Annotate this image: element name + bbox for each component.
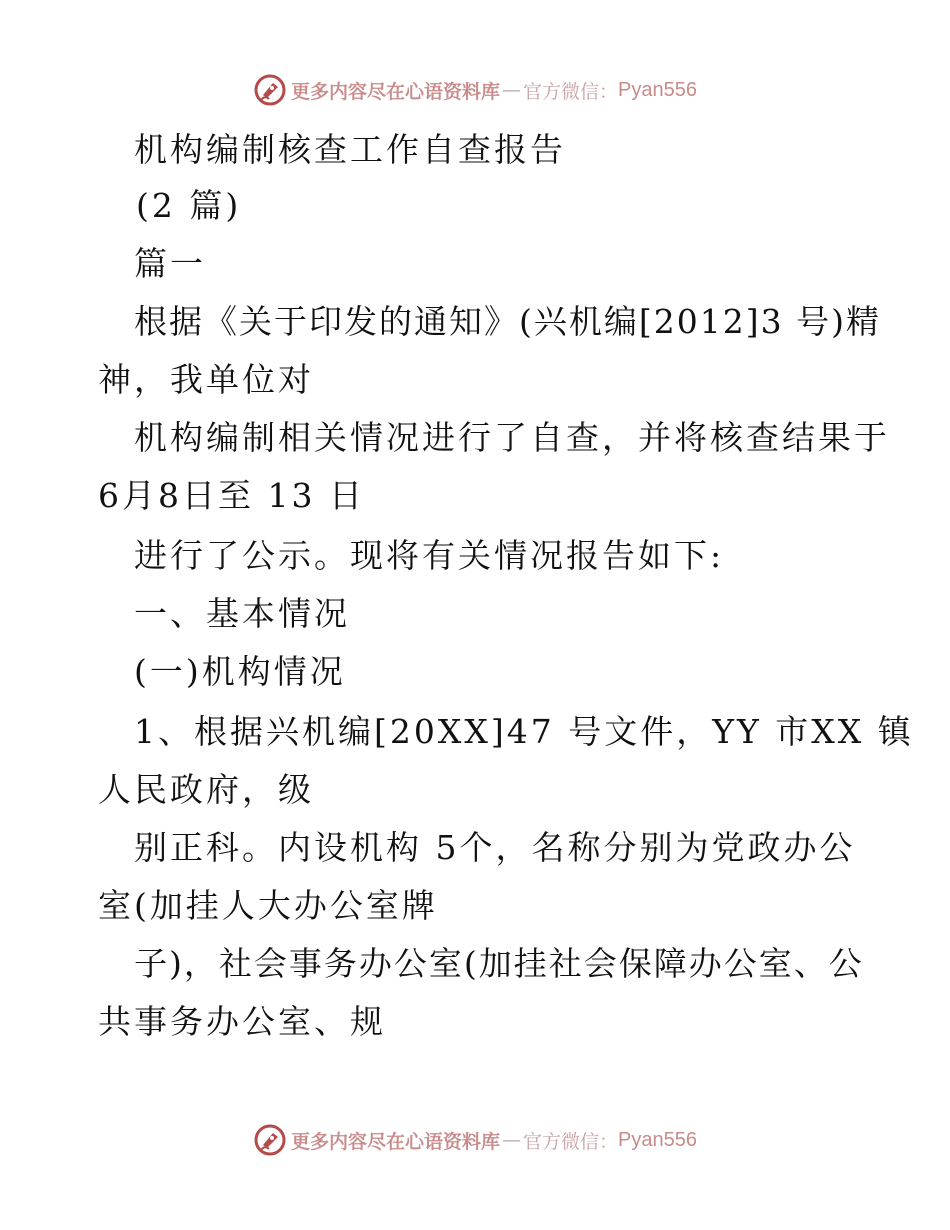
document-title: 机构编制核查工作自查报告 (134, 130, 566, 169)
paragraph-line: 1、根据兴机编[20XX]47 号文件，YY 市XX 镇 (134, 712, 914, 751)
watermark-wechat-id: Pyan556 (618, 78, 697, 101)
paragraph-line: (一)机构情况 (134, 652, 346, 691)
watermark-separator: — (502, 79, 522, 101)
header-watermark (0, 70, 950, 110)
paragraph-line: 神，我单位对 (98, 360, 314, 399)
watermark-site-text: 更多内容尽在心语资料库 (291, 80, 501, 103)
watermark-separator: — (502, 1129, 522, 1151)
footer-watermark (0, 1120, 950, 1160)
paragraph-line: 子)，社会事务办公室(加挂社会保障办公室、公 (134, 944, 864, 983)
paragraph-line: 一、基本情况 (134, 594, 350, 633)
paragraph-line: 进行了公示。现将有关情况报告如下: (134, 536, 725, 575)
pen-nib-logo-icon (253, 73, 287, 107)
watermark-site-text: 更多内容尽在心语资料库 (291, 1130, 501, 1153)
watermark-wechat-id: Pyan556 (618, 1128, 697, 1151)
pen-nib-logo-icon (253, 1123, 287, 1157)
paragraph-line: 根据《关于印发的通知》(兴机编[2012]3 号)精 (134, 302, 881, 341)
paragraph-line: 机构编制相关情况进行了自查，并将核查结果于 (134, 418, 890, 457)
paragraph-line: 6月8日至 13 日 (98, 476, 365, 515)
paragraph-line: 共事务办公室、规 (98, 1002, 386, 1041)
paragraph-line: (2 篇) (136, 186, 242, 225)
watermark-label: 官方微信： (523, 80, 619, 103)
paragraph-line: 篇一 (134, 244, 206, 283)
paragraph-line: 室(加挂人大办公室牌 (98, 886, 438, 925)
paragraph-line: 别正科。内设机构 5个，名称分别为党政办公 (134, 828, 856, 867)
watermark-label: 官方微信： (523, 1130, 619, 1153)
paragraph-line: 人民政府，级 (98, 770, 314, 809)
